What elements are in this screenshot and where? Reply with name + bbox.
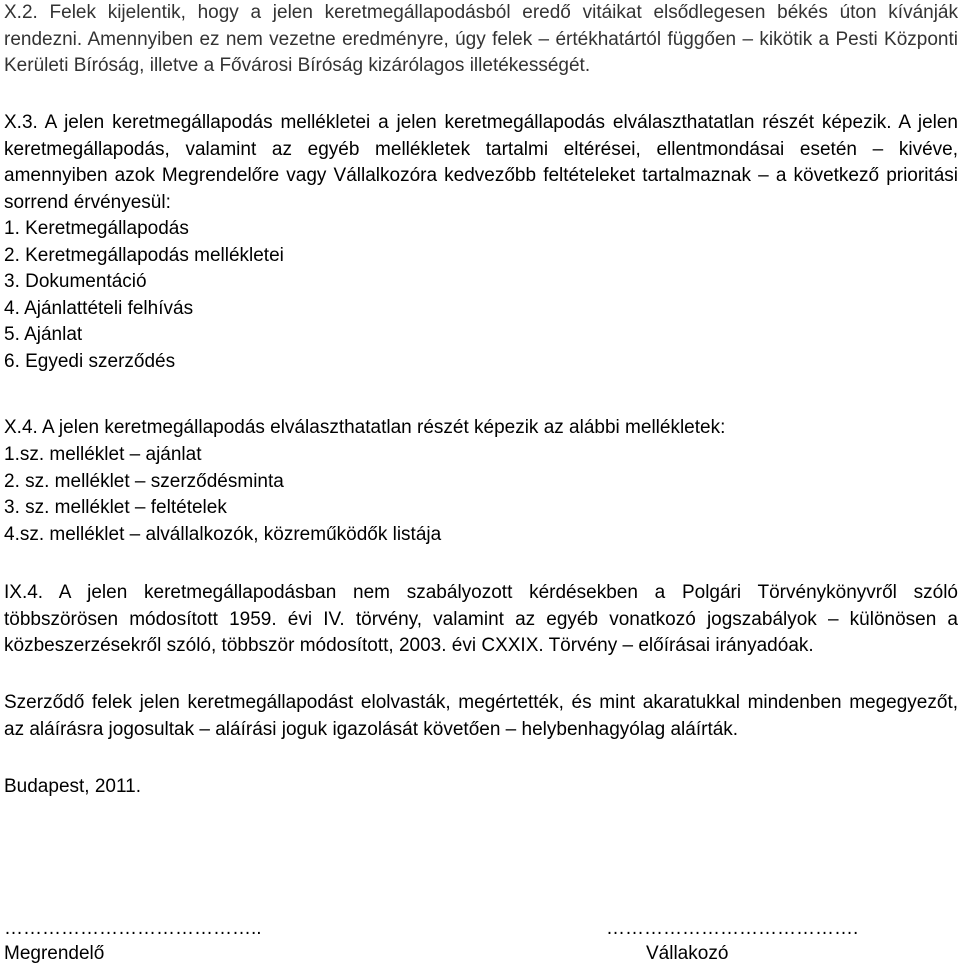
place-date-text: Budapest, 2011. [4, 776, 141, 797]
priority-list [4, 216, 958, 375]
annex-list [4, 442, 958, 548]
section-x2-text: X.2. Felek kijelentik, hogy a jelen keretmegállapodásból eredő vitáikat elsődlegesen békés úton kívánják rendezni. Amennyiben ez nem vezetne eredményre, úgy felek – értékhatártól függően – kikötik a Pesti Központi Kerületi Bíróság, illetve a Fővárosi Bíróság kizárólagos illetékességét. [4, 2, 958, 76]
section-x3 [4, 110, 958, 216]
section-ix4-text: IX.4. A jelen keretmegállapodásban nem szabályozott kérdésekben a Polgári Törvénykönyvről szóló többszörösen módosított 1959. évi IV. törvény, valamint az egyéb vonatkozó jogszabályok – különösen a közbeszerzésekről szóló, többször módosított, 2003. évi CXXIX. Törvény – előírásai irányadóak. [4, 582, 958, 656]
list-item: 3. sz. melléklet – feltételek [4, 497, 227, 518]
signature-label-contractor: Vállakozó [646, 943, 729, 964]
section-x4-text: X.4. A jelen keretmegállapodás elválaszthatatlan részét képezik az alábbi mellékletek: [4, 417, 726, 438]
closing-statement [4, 690, 958, 743]
list-item: 3. Dokumentáció [4, 271, 147, 292]
list-item: 5. Ajánlat [4, 324, 83, 345]
list-item: 1. Keretmegállapodás [4, 218, 189, 239]
section-ix4 [4, 580, 958, 660]
list-item: 4. Ajánlattételi felhívás [4, 297, 194, 319]
list-item: 6. Egyedi szerződés [4, 350, 176, 372]
list-item: 2. sz. melléklet – szerződésminta [4, 470, 284, 492]
place-date [4, 774, 958, 801]
section-x2 [4, 0, 958, 80]
signature-line-left: ………………………………….. [4, 918, 262, 939]
section-x4 [4, 415, 958, 442]
section-x3-text: X.3. A jelen keretmegállapodás mellékletei a jelen keretmegállapodás elválaszthatatlan részét képezik. A jelen keretmegállapodás, valamint az egyéb mellékletek tartalmi eltérései, ellentmondásai esetén – kivéve, amennyiben azok Megrendelőre vagy Vállalkozóra kedvezőbb feltételeket tartalmaznak – a következő prioritási sorrend érvényesül: [4, 112, 958, 213]
signature-label-client: Megrendelő [4, 943, 105, 964]
closing-text: Szerződő felek jelen keretmegállapodást elolvasták, megértették, és mint akaratukkal mindenben megegyezőt, az aláírásra jogosultak – aláírási joguk igazolását követően – helybenhagyólag aláírták. [4, 692, 958, 740]
list-item: 4.sz. melléklet – alvállalkozók, közreműködők listája [4, 523, 442, 545]
list-item: 1.sz. melléklet – ajánlat [4, 444, 202, 465]
list-item: 2. Keretmegállapodás mellékletei [4, 244, 284, 266]
signature-line-right: …………………………………. [606, 918, 859, 939]
